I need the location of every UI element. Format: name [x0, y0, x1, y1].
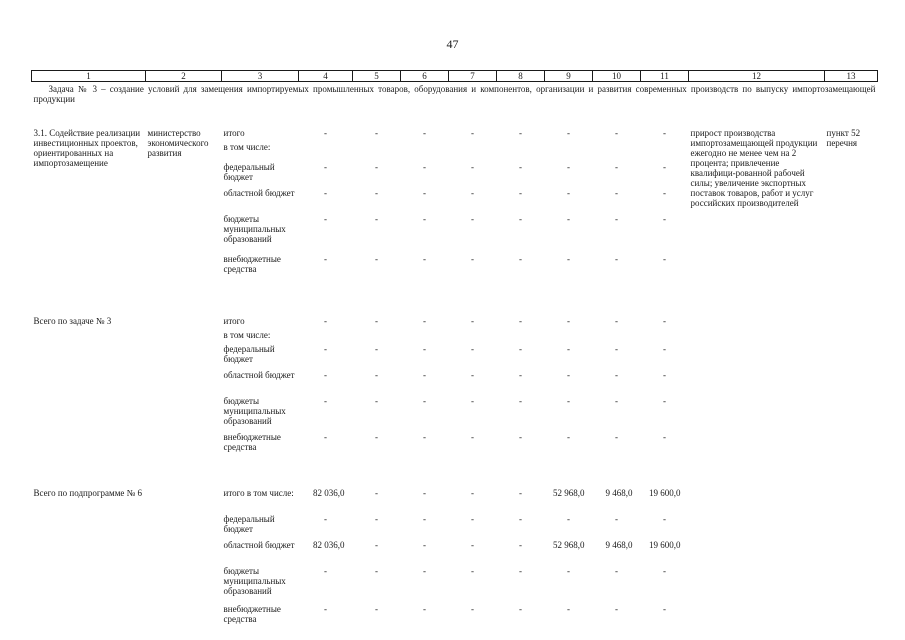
value-cell: - — [375, 344, 378, 354]
measure-name: Всего по подпрограмме № 6 — [33, 488, 142, 498]
table-body — [32, 82, 878, 639]
program-table — [31, 70, 878, 638]
value-cell: - — [567, 514, 570, 524]
value-cell: - — [471, 396, 474, 406]
value-cell: 9 468,0 — [605, 488, 633, 498]
column-number-10: 10 — [593, 71, 641, 82]
value-cell: - — [324, 344, 327, 354]
value-cell: - — [471, 162, 474, 172]
value-cell: - — [324, 432, 327, 442]
value-cell: - — [663, 604, 666, 614]
value-cell: - — [519, 514, 522, 524]
value-cell: 19 600,0 — [649, 540, 681, 550]
value-cell: - — [375, 128, 378, 138]
column-number-5: 5 — [353, 71, 401, 82]
task-description — [32, 82, 878, 105]
value-cell — [449, 142, 497, 162]
value-cell: - — [519, 488, 522, 498]
value-cell: - — [567, 432, 570, 442]
column-number-11: 11 — [641, 71, 689, 82]
value-cell: - — [471, 188, 474, 198]
value-cell — [353, 330, 401, 344]
value-cell: - — [519, 566, 522, 576]
value-cell: - — [519, 188, 522, 198]
value-cell: - — [423, 540, 426, 550]
value-cell: - — [615, 370, 618, 380]
value-cell: - — [567, 566, 570, 576]
funding-source: итого — [223, 316, 245, 326]
funding-source: бюджеты муниципальных образований — [223, 214, 286, 244]
value-cell: - — [423, 162, 426, 172]
value-cell: - — [375, 214, 378, 224]
value-cell: - — [324, 188, 327, 198]
column-number-8: 8 — [497, 71, 545, 82]
value-cell: - — [615, 604, 618, 614]
value-cell — [353, 142, 401, 162]
column-number-2: 2 — [146, 71, 222, 82]
value-cell: - — [375, 162, 378, 172]
value-cell — [401, 142, 449, 162]
value-cell: - — [423, 488, 426, 498]
value-cell — [401, 330, 449, 344]
value-cell — [593, 142, 641, 162]
value-cell: - — [423, 396, 426, 406]
value-cell: 82 036,0 — [313, 540, 345, 550]
value-cell — [545, 330, 593, 344]
value-cell: - — [615, 128, 618, 138]
value-cell: - — [663, 396, 666, 406]
column-number-12: 12 — [689, 71, 825, 82]
column-number-3: 3 — [222, 71, 299, 82]
value-cell: - — [471, 214, 474, 224]
value-cell: - — [519, 432, 522, 442]
value-cell: - — [324, 370, 327, 380]
expected-result — [689, 488, 825, 638]
value-cell: - — [615, 214, 618, 224]
list-reference — [825, 316, 878, 462]
funding-source: итого — [223, 128, 245, 138]
value-cell: - — [375, 432, 378, 442]
value-cell: - — [615, 432, 618, 442]
value-cell — [497, 330, 545, 344]
funding-source: областной бюджет — [223, 540, 295, 550]
value-cell: - — [471, 432, 474, 442]
value-cell: - — [615, 514, 618, 524]
value-cell: - — [471, 604, 474, 614]
value-cell: - — [519, 316, 522, 326]
value-cell: - — [519, 162, 522, 172]
value-cell: - — [471, 514, 474, 524]
task-row — [32, 82, 878, 105]
value-cell: 19 600,0 — [649, 488, 681, 498]
value-cell: - — [423, 514, 426, 524]
funding-source: бюджеты муниципальных образований — [223, 396, 286, 426]
expected-result: прирост производства импортозамещающей продукции ежегодно не менее чем на 2 процента; привлечение квалифици-рованной рабочей силы; увеличение экспортных поставок товаров, работ и услуг российских производителей — [690, 128, 818, 208]
value-cell: - — [567, 396, 570, 406]
value-cell — [593, 330, 641, 344]
value-cell: - — [663, 214, 666, 224]
value-cell: - — [663, 254, 666, 264]
funding-source: федеральный бюджет — [223, 344, 275, 364]
value-cell: - — [423, 188, 426, 198]
value-cell: - — [471, 540, 474, 550]
value-cell: - — [375, 566, 378, 576]
column-number-1: 1 — [32, 71, 146, 82]
value-cell: - — [324, 214, 327, 224]
value-cell: - — [615, 344, 618, 354]
measure-name: 3.1. Содействие реализации инвестиционных проектов, ориентированных на импортозамещение — [33, 128, 141, 168]
funding-source: внебюджетные средства — [223, 254, 281, 274]
value-cell: - — [615, 254, 618, 264]
value-cell — [641, 330, 689, 344]
value-cell: - — [471, 370, 474, 380]
funding-source: областной бюджет — [223, 370, 295, 380]
value-cell: - — [471, 254, 474, 264]
value-cell: - — [519, 344, 522, 354]
value-cell: - — [471, 128, 474, 138]
funding-source: федеральный бюджет — [223, 514, 275, 534]
funding-source: в том числе: — [223, 142, 271, 152]
value-cell: 82 036,0 — [313, 488, 345, 498]
expected-result — [689, 316, 825, 462]
value-cell: - — [375, 396, 378, 406]
table-row — [32, 128, 878, 142]
value-cell: - — [663, 316, 666, 326]
value-cell: - — [567, 214, 570, 224]
block-spacer — [32, 462, 878, 488]
value-cell: - — [324, 514, 327, 524]
page-number: 47 — [446, 37, 459, 51]
value-cell: - — [663, 344, 666, 354]
value-cell: - — [663, 514, 666, 524]
value-cell: - — [663, 128, 666, 138]
value-cell: 52 968,0 — [553, 540, 585, 550]
list-reference — [825, 488, 878, 638]
value-cell: - — [471, 488, 474, 498]
value-cell — [641, 142, 689, 162]
value-cell: - — [324, 566, 327, 576]
value-cell: - — [375, 254, 378, 264]
value-cell: - — [375, 604, 378, 614]
value-cell — [497, 142, 545, 162]
value-cell: 52 968,0 — [553, 488, 585, 498]
value-cell: - — [423, 254, 426, 264]
value-cell: - — [423, 344, 426, 354]
value-cell — [545, 142, 593, 162]
value-cell: - — [375, 316, 378, 326]
value-cell: - — [324, 254, 327, 264]
value-cell: - — [324, 396, 327, 406]
column-number-row — [32, 71, 878, 82]
value-cell: - — [519, 370, 522, 380]
value-cell: - — [615, 188, 618, 198]
value-cell: - — [567, 604, 570, 614]
value-cell: - — [375, 488, 378, 498]
value-cell — [449, 330, 497, 344]
block-spacer — [32, 288, 878, 316]
value-cell: - — [324, 128, 327, 138]
value-cell: - — [663, 370, 666, 380]
value-cell: - — [375, 540, 378, 550]
value-cell: - — [471, 316, 474, 326]
column-number-9: 9 — [545, 71, 593, 82]
value-cell: - — [423, 316, 426, 326]
value-cell: - — [663, 566, 666, 576]
value-cell: - — [519, 396, 522, 406]
value-cell — [299, 330, 353, 344]
list-reference: пункт 52 перечня — [826, 128, 861, 148]
value-cell: - — [567, 316, 570, 326]
funding-source: внебюджетные средства — [223, 604, 281, 624]
value-cell: - — [567, 188, 570, 198]
value-cell: - — [471, 344, 474, 354]
value-cell: 9 468,0 — [605, 540, 633, 550]
value-cell: - — [615, 162, 618, 172]
value-cell: - — [663, 188, 666, 198]
executor — [146, 316, 222, 462]
value-cell: - — [615, 396, 618, 406]
value-cell: - — [615, 316, 618, 326]
table-row — [32, 488, 878, 514]
value-cell: - — [663, 162, 666, 172]
value-cell: - — [519, 254, 522, 264]
table-row — [32, 316, 878, 330]
task-text: Задача № 3 – создание условий для замещения импортируемых промышленных товаров, оборудования и компонентов, организации и развития современных производств по выпуску импортозамещающей продукции — [33, 84, 876, 104]
value-cell: - — [423, 370, 426, 380]
value-cell: - — [519, 540, 522, 550]
value-cell: - — [567, 370, 570, 380]
value-cell: - — [423, 566, 426, 576]
value-cell: - — [375, 370, 378, 380]
funding-source: бюджеты муниципальных образований — [223, 566, 286, 596]
value-cell: - — [375, 188, 378, 198]
value-cell: - — [471, 566, 474, 576]
value-cell: - — [375, 514, 378, 524]
value-cell: - — [615, 566, 618, 576]
funding-source: в том числе: — [223, 330, 271, 340]
column-number-13: 13 — [825, 71, 878, 82]
column-number-7: 7 — [449, 71, 497, 82]
funding-source: федеральный бюджет — [223, 162, 275, 182]
value-cell: - — [423, 432, 426, 442]
value-cell: - — [663, 432, 666, 442]
funding-source: итого в том числе: — [223, 488, 294, 498]
funding-source: внебюджетные средства — [223, 432, 281, 452]
value-cell — [299, 142, 353, 162]
column-number-4: 4 — [299, 71, 353, 82]
executor: министерство экономического развития — [147, 128, 209, 158]
value-cell: - — [567, 344, 570, 354]
value-cell: - — [519, 128, 522, 138]
executor — [146, 488, 222, 638]
value-cell: - — [324, 604, 327, 614]
value-cell: - — [423, 128, 426, 138]
column-number-6: 6 — [401, 71, 449, 82]
value-cell: - — [423, 604, 426, 614]
value-cell: - — [324, 162, 327, 172]
value-cell: - — [567, 254, 570, 264]
value-cell: - — [567, 162, 570, 172]
value-cell: - — [519, 214, 522, 224]
value-cell: - — [423, 214, 426, 224]
funding-source: областной бюджет — [223, 188, 295, 198]
value-cell: - — [519, 604, 522, 614]
block-spacer — [32, 104, 878, 128]
value-cell: - — [567, 128, 570, 138]
measure-name: Всего по задаче № 3 — [33, 316, 112, 326]
value-cell: - — [324, 316, 327, 326]
